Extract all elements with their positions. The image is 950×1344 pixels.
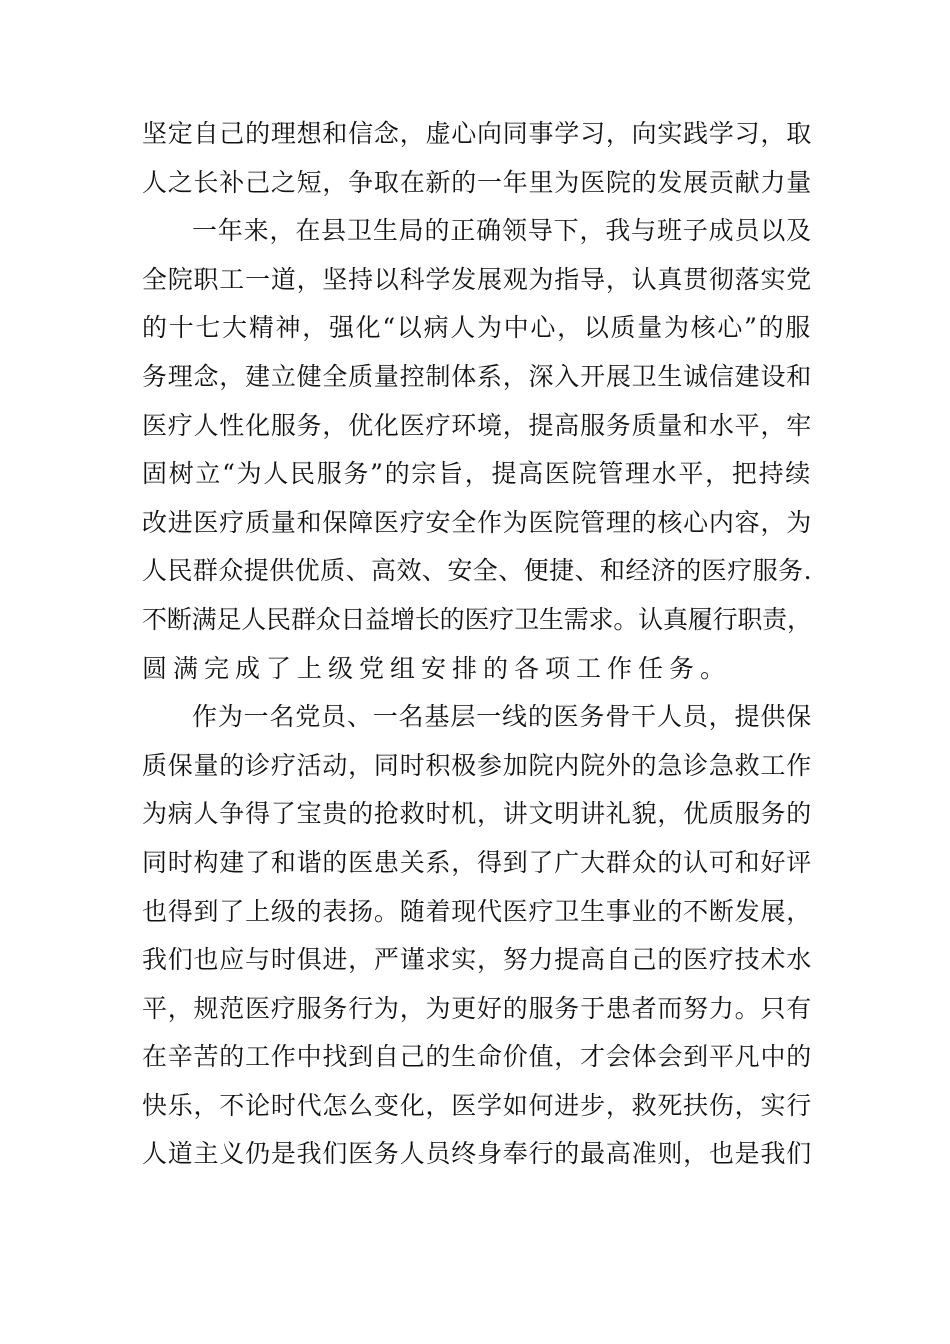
text-line: 改进医疗质量和保障医疗安全作为医院管理的核心内容，为 (142, 507, 812, 537)
text-line: 人民群众提供优质、高效、安全、便捷、和经济的医疗服务. (142, 556, 812, 586)
text-line: 在辛苦的工作中找到自己的生命价值，才会体会到平凡中的 (142, 1042, 812, 1072)
document-body (142, 110, 812, 1179)
paragraph-start-line: 作为一名党员、一名基层一线的医务骨干人员，提供保 (192, 702, 812, 732)
text-line: 圆满完成了上级党组安排的各项工作任务。 (142, 653, 732, 683)
text-line: 我们也应与时俱进，严谨求实，努力提高自己的医疗技术水 (142, 945, 812, 975)
text-line: 也得到了上级的表扬。随着现代医疗卫生事业的不断发展， (142, 896, 812, 926)
text-line: 固树立“为人民服务”的宗旨，提高医院管理水平，把持续 (142, 459, 812, 489)
text-line: 平，规范医疗服务行为，为更好的服务于患者而努力。只有 (142, 993, 812, 1023)
text-line: 质保量的诊疗活动，同时积极参加院内院外的急诊急救工作 (142, 750, 812, 780)
text-line: 坚定自己的理想和信念，虚心向同事学习，向实践学习，取 (142, 119, 812, 148)
text-line: 的十七大精神，强化“以病人为中心，以质量为核心”的服 (142, 313, 812, 343)
text-line: 快乐，不论时代怎么变化，医学如何进步，救死扶伤，实行 (142, 1090, 812, 1120)
text-line: 务理念，建立健全质量控制体系，深入开展卫生诚信建设和 (142, 361, 812, 391)
text-line: 医疗人性化服务，优化医疗环境，提高服务质量和水平，牢 (142, 410, 812, 440)
text-line: 全院职工一道，坚持以科学发展观为指导，认真贯彻落实党 (142, 264, 812, 294)
text-line: 人之长补己之短，争取在新的一年里为医院的发展贡献力量 (142, 167, 812, 197)
text-line: 同时构建了和谐的医患关系，得到了广大群众的认可和好评 (142, 847, 812, 877)
paragraph-start-line: 一年来，在县卫生局的正确领导下，我与班子成员以及 (192, 216, 812, 246)
text-line: 人道主义仍是我们医务人员终身奉行的最高准则，也是我们 (142, 1139, 812, 1169)
text-line: 为病人争得了宝贵的抢救时机，讲文明讲礼貌，优质服务的 (142, 799, 812, 829)
text-line: 不断满足人民群众日益增长的医疗卫生需求。认真履行职责， (142, 604, 812, 634)
